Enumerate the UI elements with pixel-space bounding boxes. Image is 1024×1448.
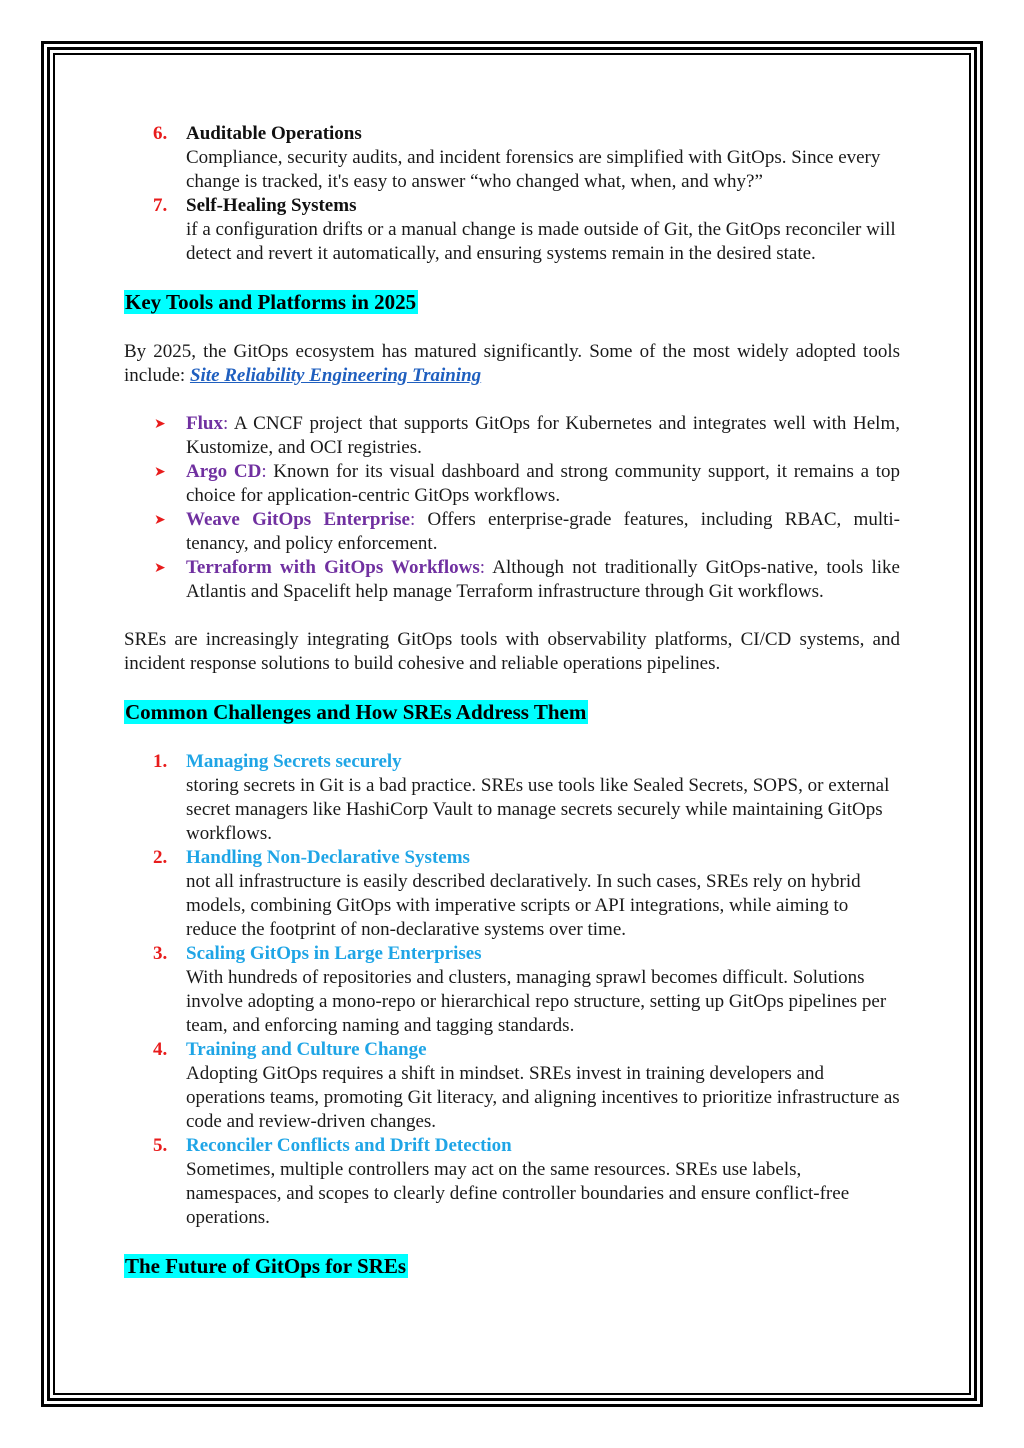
arrow-bullet-icon: ➤ [154, 416, 166, 432]
tool-name: Argo CD [186, 461, 262, 482]
section-heading-key-tools: Key Tools and Platforms in 2025 [125, 290, 417, 314]
list-number: 6. [153, 123, 168, 144]
list-number: 7. [153, 195, 168, 216]
list-item [124, 1038, 900, 1134]
tool-description: Although not traditionally GitOps-native, tools like Atlantis and Spacelift help manage Terraform infrastructure through Git workflows. [186, 557, 900, 602]
list-number: 3. [153, 943, 168, 964]
arrow-bullet-icon: ➤ [154, 512, 166, 528]
challenges-list [124, 750, 900, 1230]
tool-item [124, 508, 900, 556]
tool-description: Known for its visual dashboard and strong community support, it remains a top choice for application-centric GitOps workflows. [186, 461, 900, 506]
page-content [124, 122, 900, 1280]
outro-paragraph: SREs are increasingly integrating GitOps tools with observability platforms, CI/CD systems, and incident response solutions to build cohesive and reliable operations pipelines. [124, 629, 900, 674]
challenge-description: Sometimes, multiple controllers may act on the same resources. SREs use labels, namespaces, and scopes to clearly define controller boundaries and ensure conflict-free operations. [186, 1159, 850, 1228]
tool-description: Offers enterprise-grade features, including RBAC, multi-tenancy, and policy enforcement. [186, 509, 900, 554]
challenge-description: With hundreds of repositories and clusters, managing sprawl becomes difficult. Solutions involve adopting a mono-repo or hierarchical repo structure, setting up GitOps pipelines per team, and enforcing naming and tagging standards. [186, 967, 887, 1036]
section-heading-challenges: Common Challenges and How SREs Address Them [125, 700, 587, 724]
list-item [124, 942, 900, 1038]
list-number: 4. [153, 1039, 168, 1060]
list-number: 5. [153, 1135, 168, 1156]
benefits-list-continued [124, 122, 900, 266]
arrow-bullet-icon: ➤ [154, 464, 166, 480]
tool-name: Terraform with GitOps Workflows [186, 557, 480, 578]
challenge-title: Handling Non-Declarative Systems [186, 847, 470, 868]
list-number: 1. [153, 751, 168, 772]
challenge-description: not all infrastructure is easily described declaratively. In such cases, SREs rely on hybrid models, combining GitOps with imperative scripts or API integrations, while aiming to reduce the footprint of non-declarative systems over time. [186, 871, 861, 940]
list-item-description: Compliance, security audits, and incident forensics are simplified with GitOps. Since every change is tracked, it's easy to answer “who changed what, when, and why?” [186, 147, 881, 192]
challenge-title: Managing Secrets securely [186, 751, 402, 772]
list-item [124, 750, 900, 846]
tool-description: A CNCF project that supports GitOps for Kubernetes and integrates well with Helm, Kustomize, and OCI registries. [186, 413, 900, 458]
tool-colon: : [479, 557, 486, 578]
list-item [124, 122, 900, 194]
intro-paragraph [124, 340, 900, 388]
arrow-bullet-icon: ➤ [154, 560, 166, 576]
sre-training-link[interactable]: Site Reliability Engineering Training [189, 365, 482, 386]
tools-list [124, 412, 900, 604]
list-item [124, 846, 900, 942]
tool-name: Weave GitOps Enterprise [186, 509, 410, 530]
list-item-description: if a configuration drifts or a manual change is made outside of Git, the GitOps reconciler will detect and revert it automatically, and ensuring systems remain in the desired state. [186, 219, 896, 264]
list-number: 2. [153, 847, 168, 868]
tool-item [124, 556, 900, 604]
challenge-description: storing secrets in Git is a bad practice. SREs use tools like Sealed Secrets, SOPS, or external secret managers like HashiCorp Vault to manage secrets securely while maintaining GitOps workflows. [186, 775, 890, 844]
section-heading-future: The Future of GitOps for SREs [125, 1254, 406, 1278]
tool-name: Flux [186, 413, 223, 434]
challenge-title: Training and Culture Change [186, 1039, 427, 1060]
challenge-title: Reconciler Conflicts and Drift Detection [186, 1135, 512, 1156]
tool-colon: : [222, 413, 229, 434]
list-item [124, 1134, 900, 1230]
list-item-title: Self-Healing Systems [186, 195, 357, 216]
list-item-title: Auditable Operations [186, 123, 362, 144]
tool-item [124, 460, 900, 508]
challenge-description: Adopting GitOps requires a shift in mindset. SREs invest in training developers and operations teams, promoting Git literacy, and aligning incentives to prioritize infrastructure as code and review-driven changes. [186, 1063, 900, 1132]
challenge-title: Scaling GitOps in Large Enterprises [186, 943, 482, 964]
tool-item [124, 412, 900, 460]
list-item [124, 194, 900, 266]
tool-colon: : [410, 509, 416, 530]
intro-text: By 2025, the GitOps ecosystem has matured significantly. Some of the most widely adopted tools include: [124, 341, 900, 386]
tool-colon: : [261, 461, 267, 482]
